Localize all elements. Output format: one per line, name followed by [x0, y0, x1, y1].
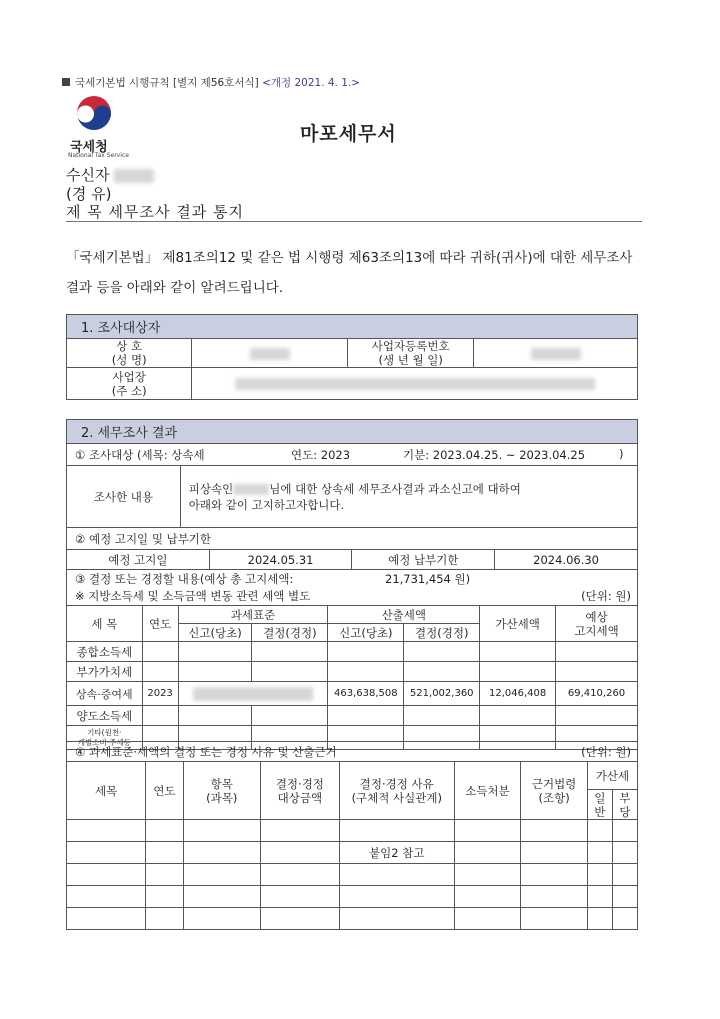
row-tax-item: 부가가치세 — [67, 662, 143, 682]
divider — [66, 221, 642, 222]
col-unfair-1: 부 — [619, 790, 631, 805]
col-penalty: 가산세 — [587, 762, 637, 790]
table-row — [67, 842, 638, 864]
row-calc-decision — [404, 706, 480, 726]
col-penalty-general — [587, 790, 612, 820]
col-calc-tax: 산출세액 — [328, 606, 480, 624]
col-law — [521, 762, 588, 820]
row-base-decision — [252, 662, 328, 682]
col-expected-1: 예상 — [585, 609, 608, 624]
row-calc-decision — [404, 662, 480, 682]
row-penalty — [480, 706, 556, 726]
table-row — [67, 662, 638, 682]
col-year: 연도 — [146, 762, 184, 820]
nts-logo-icon — [68, 93, 120, 137]
section1-table — [66, 314, 638, 400]
col-law-2: (조항) — [538, 790, 570, 805]
survey-close-paren: ) — [619, 446, 624, 461]
table-row — [67, 706, 638, 726]
address-label — [67, 368, 192, 400]
name-label-1: 상 호 — [116, 339, 143, 353]
table-row — [67, 908, 638, 930]
unit-label: (단위: 원) — [581, 589, 631, 604]
col-expected — [556, 606, 638, 642]
row-penalty — [480, 642, 556, 662]
name-value — [192, 339, 348, 368]
recipient-line — [66, 164, 154, 185]
row-expected: 69,410,260 — [556, 682, 638, 706]
address-label-2: (주 소) — [111, 383, 147, 398]
row-tax-item: 양도소득세 — [67, 706, 143, 726]
row-calc-decision: 521,002,360 — [404, 682, 480, 706]
notice-title: ② 예정 고지일 및 납부기한 — [67, 528, 638, 550]
square-bullet-icon — [62, 78, 70, 86]
due-date-label: 예정 납부기한 — [352, 550, 495, 570]
col-disposition: 소득처분 — [454, 762, 521, 820]
decision-note: ※ 지방소득세 및 소득금액 변동 관련 세액 별도 — [75, 589, 311, 604]
name-label — [67, 339, 192, 368]
content-line-1a: 피상속인 — [188, 481, 234, 496]
redacted-tax-base — [193, 687, 313, 701]
col-item-1: 항목 — [210, 776, 233, 791]
redacted-name — [250, 348, 290, 360]
row-base-report — [178, 706, 252, 726]
notice-date-label: 예정 고지일 — [67, 550, 210, 570]
col-general-2: 반 — [594, 804, 606, 819]
regno-value — [474, 339, 638, 368]
address-value — [192, 368, 638, 400]
row-calc-report: 463,638,508 — [328, 682, 404, 706]
decision-note-row — [67, 588, 638, 606]
col-unfair-2: 당 — [619, 804, 631, 819]
col-reason — [339, 762, 454, 820]
survey-period: 기분: 2023.04.25. ~ 2023.04.25 — [403, 447, 586, 462]
regno-label-1: 사업자등록번호 — [371, 339, 450, 353]
redacted-recipient — [114, 169, 154, 183]
row-base-report — [178, 642, 252, 662]
form-note: 국세기본법 시행규칙 [별지 제56호서식] — [75, 77, 259, 89]
row-tax-item: 종합소득세 — [67, 642, 143, 662]
col-item — [183, 762, 260, 820]
row-penalty — [480, 662, 556, 682]
col-base-decision: 결정(경정) — [252, 624, 328, 642]
survey-target-row — [67, 444, 638, 466]
row-base-decision — [252, 706, 328, 726]
section2-title: 2. 세무조사 결과 — [67, 420, 638, 444]
unit-label: (단위: 원) — [581, 744, 631, 759]
survey-year: 연도: 2023 — [291, 447, 351, 462]
row-tax-item: 상속·증여세 — [67, 682, 143, 706]
other-label-2: 개별소비·주세등 — [77, 737, 131, 747]
row-year — [142, 706, 178, 726]
col-year: 연도 — [142, 606, 178, 642]
regno-label — [348, 339, 474, 368]
via-label: (경 유) — [66, 185, 112, 203]
section1-title: 1. 조사대상자 — [67, 315, 638, 339]
address-label-1: 사업장 — [112, 369, 146, 384]
col-general-1: 일 — [594, 790, 606, 805]
table-row — [67, 886, 638, 908]
content-line-1b: 님에 대한 상속세 세무조사결과 과소신고에 대하여 — [269, 481, 521, 496]
redacted-deceased — [233, 484, 269, 495]
row-penalty: 12,046,408 — [480, 682, 556, 706]
content-line-1 — [189, 481, 637, 497]
decision-title-row — [67, 570, 638, 588]
row-base-decision — [252, 642, 328, 662]
due-date: 2024.06.30 — [495, 550, 638, 570]
content-value — [180, 466, 637, 528]
notice-date: 2024.05.31 — [209, 550, 352, 570]
col-reason-2: (구체적 사실관계) — [351, 790, 442, 805]
recipient-label: 수신자 — [66, 166, 110, 184]
col-base-report: 신고(당초) — [178, 624, 252, 642]
content-line-2: 아래와 같이 고지하고자합니다. — [188, 497, 345, 512]
other-label-1: 기타(원천· — [87, 727, 122, 737]
table-row — [67, 642, 638, 662]
survey-tax-item: ① 조사대상 (세목: 상속세 — [75, 447, 205, 462]
tax-office-title: 마포세무서 — [300, 123, 397, 145]
row-year — [142, 642, 178, 662]
row-calc-report — [328, 642, 404, 662]
row-calc-decision — [404, 642, 480, 662]
expected-total: 21,731,454 원) — [385, 571, 471, 586]
intro-paragraph: 「국세기본법」 제81조의12 및 같은 법 시행령 제63조의13에 따라 귀하(귀사)에 대한 세무조사 결과 등을 아래와 같이 알려드립니다. — [66, 250, 633, 296]
col-item-2: (과목) — [206, 790, 238, 805]
section2-table — [66, 419, 638, 528]
col-amount-2: 대상금액 — [277, 790, 323, 805]
redacted-address — [235, 378, 595, 390]
name-label-2: (성 명) — [111, 353, 147, 367]
logo-org-en: National Tax Service — [68, 152, 129, 159]
reason-title-row — [67, 742, 638, 762]
notice-table — [66, 527, 638, 570]
row-expected — [556, 642, 638, 662]
redacted-regno — [531, 348, 581, 360]
col-tax-item: 세 목 — [67, 606, 143, 642]
row-base-redacted — [178, 682, 328, 706]
col-penalty: 가산세액 — [480, 606, 556, 642]
reason-note: 붙임2 참고 — [339, 842, 454, 864]
col-calc-report: 신고(당초) — [328, 624, 404, 642]
row-year: 2023 — [142, 682, 178, 706]
col-tax-item: 세목 — [67, 762, 146, 820]
col-amount-1: 결정·경정 — [275, 776, 324, 791]
col-amount — [260, 762, 339, 820]
col-tax-base: 과세표준 — [178, 606, 328, 624]
table-row — [67, 864, 638, 886]
row-calc-report — [328, 706, 404, 726]
content-label: 조사한 내용 — [67, 466, 181, 528]
col-reason-1: 결정·경정 사유 — [359, 776, 434, 791]
decision-title: ③ 결정 또는 경정할 내용(예상 총 고지세액: — [75, 571, 294, 586]
col-expected-2: 고지세액 — [574, 623, 619, 638]
subject-line: 제 목 세무조사 결과 통지 — [66, 203, 244, 221]
row-expected — [556, 706, 638, 726]
col-calc-decision: 결정(경정) — [404, 624, 480, 642]
table-row — [67, 820, 638, 842]
row-year — [142, 662, 178, 682]
row-base-report — [178, 662, 252, 682]
form-reference — [62, 75, 360, 90]
logo-org: 국세청 — [70, 140, 108, 155]
decision-table — [66, 569, 638, 750]
regno-label-2: (생 년 월 일) — [378, 353, 443, 367]
reason-table — [66, 741, 638, 930]
col-penalty-unfair — [612, 790, 637, 820]
col-law-1: 근거법령 — [531, 776, 577, 791]
table-row — [67, 682, 638, 706]
revision-date: <개정 2021. 4. 1.> — [262, 77, 361, 89]
row-calc-report — [328, 662, 404, 682]
row-expected — [556, 662, 638, 682]
reason-title: ④ 과세표준·세액의 결정 또는 경정 사유 및 산출근거 — [75, 744, 337, 759]
